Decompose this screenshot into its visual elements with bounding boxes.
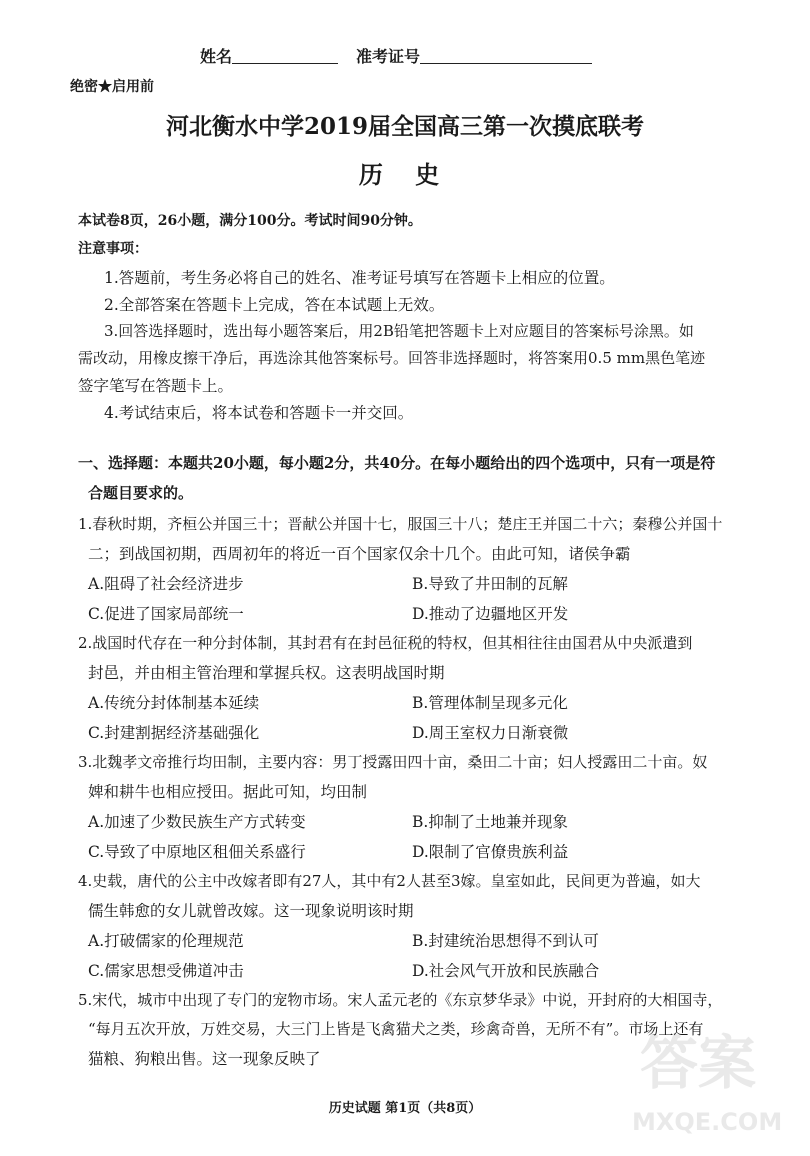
exam-title: 河北衡水中学2019届全国高三第一次摸底联考 [165,113,644,140]
question-2-line: 2.战国时代存在一种分封体制，其封君有在封邑征税的特权，但其相往往由国君从中央派遣到 [78,634,693,652]
option-4d: D.社会风气开放和民族融合 [412,962,600,980]
question-4-line: 4.史载，唐代的公主中改嫁者即有27人，其中有2人甚至3嫁。皇室如此，民间更为普遍，如大 [78,872,701,890]
option-1c: C.促进了国家局部统一 [88,605,244,623]
name-label: 姓名 [200,47,233,66]
watermark-bottom-text: MXQE.COM [632,1108,783,1136]
option-2c: C.封建割据经济基础强化 [88,724,260,742]
option-4a: A.打破儒家的伦理规范 [88,932,244,950]
note-item: 需改动，用橡皮擦干净后，再选涂其他答案标号。回答非选择题时，将答案用0.5 mm黑色笔迹 [78,349,706,367]
note-item: 4.考试结束后，将本试卷和答题卡一并交回。 [104,404,414,422]
option-4c: C.儒家思想受佛道冲击 [88,962,244,980]
question-5-line: “每月五次开放，万姓交易，大三门上皆是飞禽猫犬之类，珍禽奇兽，无所不有”。市场上还有 [88,1020,704,1038]
option-1d: D.推动了边疆地区开发 [412,605,569,623]
exam-id-label: 准考证号 [356,47,421,66]
watermark-logo [632,998,792,1148]
exam-id-blank [420,63,592,64]
section-heading: 一、选择题：本题共20小题，每小题2分，共40分。在每小题给出的四个选项中，只有一项是符 [78,454,716,472]
option-4b: B.封建统治思想得不到认可 [412,932,599,950]
note-item: 1.答题前，考生务必将自己的姓名、准考证号填写在答题卡上相应的位置。 [104,269,615,287]
question-5-line: 5.宋代，城市中出现了专门的宠物市场。宋人孟元老的《东京梦华录》中说，开封府的大相国寺， [78,991,723,1009]
intro-text: 本试卷8页，26小题，满分100分。考试时间90分钟。 [78,213,422,229]
question-3-line: 3.北魏孝文帝推行均田制，主要内容：男丁授露田四十亩，桑田二十亩；妇人授露田二十亩。奴 [78,753,708,771]
question-2-line: 封邑，并由相主管治理和掌握兵权。这表明战国时期 [88,664,445,682]
question-1-line: 1.春秋时期，齐桓公并国三十；晋献公并国十七，服国三十八；楚庄王并国二十六；秦穆公并国十 [78,515,723,533]
note-item: 3.回答选择题时，选出每小题答案后，用2B铅笔把答题卡上对应题目的答案标号涂黑。如 [104,322,694,340]
watermark-top-text: 答案 [640,1029,757,1097]
option-1a: A.阻碍了社会经济进步 [88,575,244,593]
notes-heading: 注意事项： [78,241,148,257]
option-2d: D.周王室权力日渐衰微 [412,724,569,742]
option-3d: D.限制了官僚贵族利益 [412,843,569,861]
option-3a: A.加速了少数民族生产方式转变 [88,813,306,831]
note-item: 2.全部答案在答题卡上完成，答在本试题上无效。 [104,296,445,314]
question-1-line: 二；到战国初期，西周初年的将近一百个国家仅余十几个。由此可知，诸侯争霸 [88,545,631,563]
option-3b: B.抑制了土地兼并现象 [412,813,568,831]
option-2a: A.传统分封体制基本延续 [88,694,260,712]
page-footer: 历史试题 第1页（共8页） [328,1101,482,1116]
option-3c: C.导致了中原地区租佃关系盛行 [88,843,306,861]
question-5-line: 猫粮、狗粮出售。这一现象反映了 [88,1050,321,1068]
name-blank [232,63,338,64]
question-3-line: 婢和耕牛也相应授田。据此可知，均田制 [88,783,368,801]
note-item: 签字笔写在答题卡上。 [78,377,234,395]
question-4-line: 儒生韩愈的女儿就曾改嫁。这一现象说明该时期 [88,902,414,920]
option-1b: B.导致了井田制的瓦解 [412,575,568,593]
secret-mark: 绝密★启用前 [70,79,154,95]
subject-title: 历 史 [358,160,452,189]
option-2b: B.管理体制呈现多元化 [412,694,568,712]
section-heading-cont: 合题目要求的。 [88,484,194,502]
